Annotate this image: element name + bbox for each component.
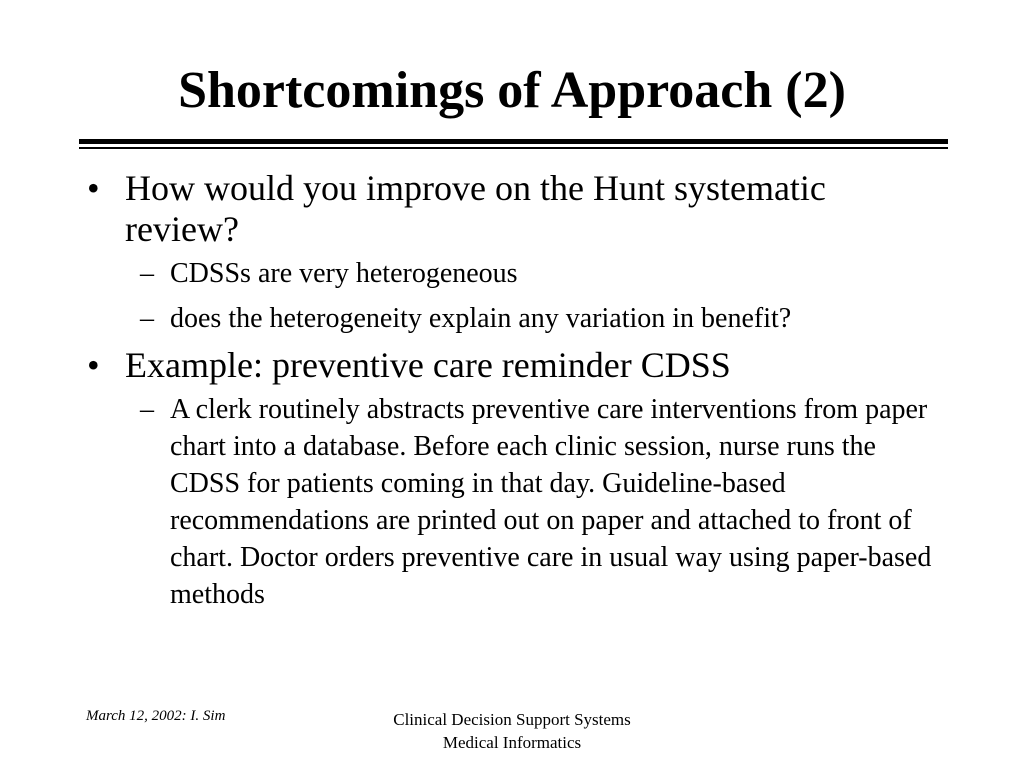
bullet-text: How would you improve on the Hunt systematic review? — [125, 168, 826, 249]
footer-course-line2: Medical Informatics — [442, 733, 582, 752]
slide-body — [0, 168, 1024, 621]
bullet-glyph: • — [87, 345, 100, 385]
footer-date-author: March 12, 2002: I. Sim — [86, 708, 226, 724]
dash-glyph: – — [140, 258, 154, 289]
bullet-text: Example: preventive care reminder CDSS — [125, 345, 731, 385]
bullet-glyph: • — [87, 168, 100, 208]
sub-bullet-text: CDSSs are very heterogeneous — [170, 258, 518, 289]
sub-bullet-text: does the heterogeneity explain any variation in benefit? — [170, 303, 792, 334]
footer-course — [362, 708, 662, 754]
slide-title: Shortcomings of Approach (2) — [178, 62, 846, 119]
footer-course-line1: Clinical Decision Support Systems — [393, 710, 631, 729]
title-divider-thick — [79, 139, 948, 144]
bullet-item — [87, 168, 925, 250]
title-divider-thin — [79, 147, 948, 149]
bullet-item — [87, 345, 925, 386]
sub-bullet-item — [140, 391, 945, 613]
sub-bullet-text: A clerk routinely abstracts preventive care interventions from paper chart into a database. Before each clinic session, nurse runs the CDSS for patients coming in that day. Guideline-based recommendations are printed out on paper and attached to front of chart. Doctor orders preventive care in usual way using paper-based methods — [170, 394, 932, 610]
dash-glyph: – — [140, 303, 154, 334]
sub-bullet-item — [140, 255, 945, 292]
dash-glyph: – — [140, 394, 154, 425]
sub-bullet-item — [140, 300, 945, 337]
